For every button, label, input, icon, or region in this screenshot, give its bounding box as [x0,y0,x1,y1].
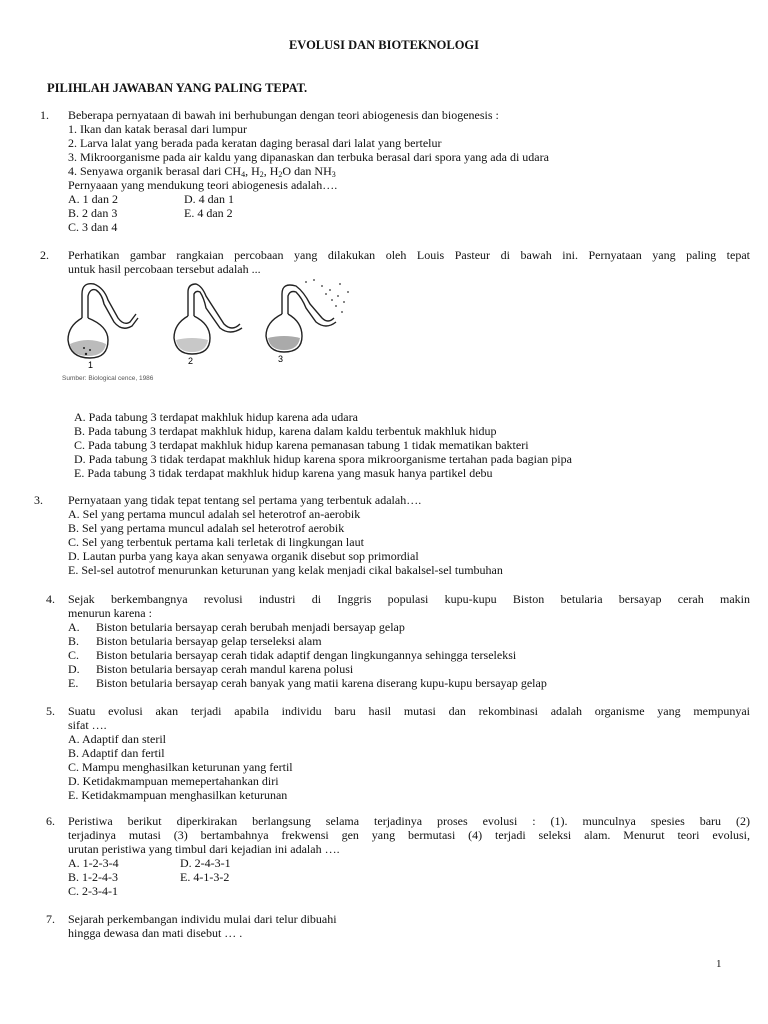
answer-option[interactable]: B. Adaptif dan fertil [68,746,165,760]
flask-label: 2 [188,356,194,366]
answer-option[interactable]: B. 2 dan 3 [68,206,118,220]
option-letter: E. [68,676,79,690]
answer-option[interactable]: C. Pada tabung 3 terdapat makhluk hidup karena pemanasan tabung 1 tidak mematikan bakteri [74,438,529,452]
question-number: 4. [46,592,55,606]
question-stem: Sejak berkembangnya revolusi industri di Inggris populasi kupu-kupu Biston betularia bersayap cerah makin [68,592,750,606]
list-item: 2. Larva lalat yang berada pada keratan daging berasal dari lalat yang bertelur [68,136,442,150]
answer-option[interactable]: D. 4 dan 1 [184,192,234,206]
answer-option[interactable]: A. Sel yang pertama muncul adalah sel heterotrof an-aerobik [68,507,361,521]
option-letter: A. [68,620,80,634]
flask-label: 3 [278,354,284,364]
answer-option[interactable]: C. 2-3-4-1 [68,884,118,898]
question-number: 2. [40,248,49,262]
option-letter: C. [68,648,80,662]
answer-option[interactable]: B. Sel yang pertama muncul adalah sel heterotrof aerobik [68,521,345,535]
answer-option[interactable]: Biston betularia bersayap cerah berubah menjadi bersayap gelap [96,620,405,634]
answer-option[interactable]: E. 4-1-3-2 [180,870,230,884]
answer-option[interactable]: D. Lautan purba yang kaya akan senyawa organik disebut sop primordial [68,549,419,563]
answer-option[interactable]: E. Sel-sel autotrof menurunkan keturunan yang kelak menjadi cikal bakalsel-sel tumbuhan [68,563,503,577]
answer-option[interactable]: D. Pada tabung 3 tidak terdapat makhluk hidup karena spora mikroorganisme tertahan pada bagian pipa [74,452,572,466]
list-item: 4. Senyawa organik berasal dari $CH_4$, $H_2$, $H_2O$ dan $NH_3$ [68,164,336,179]
question-stem: urutan peristiwa yang timbul dari kejadian ini adalah …. [68,842,340,856]
question-number: 7. [46,912,55,926]
list-item: 1. Ikan dan katak berasal dari lumpur [68,122,247,136]
answer-option[interactable]: D. 2-4-3-1 [180,856,231,870]
answer-option[interactable]: E. Pada tabung 3 tidak terdapat makhluk hidup karena yang masuk hanya partikel debu [74,466,493,480]
question-number: 5. [46,704,55,718]
list-item: 3. Mikroorganisme pada air kaldu yang dipanaskan dan terbuka berasal dari spora yang ada di udara [68,150,549,164]
question-number: 6. [46,814,55,828]
answer-option[interactable]: C. 3 dan 4 [68,220,118,234]
answer-option[interactable]: A. Pada tabung 3 terdapat makhluk hidup karena ada udara [74,410,358,424]
question-prompt: Pernyaaan yang mendukung teori abiogenesis adalah…. [68,178,338,192]
page-title: EVOLUSI DAN BIOTEKNOLOGI [288,38,480,52]
answer-option[interactable]: Biston betularia bersayap cerah banyak yang matii karena diserang kupu-kupu bersayap gelap [96,676,547,690]
question-number: 3. [34,493,43,507]
question-stem: untuk hasil percobaan tersebut adalah ... [68,262,261,276]
question-stem: Peristiwa berikut diperkirakan berlangsung selama terjadinya proses evolusi : (1). munculnya spesies baru (2) [68,814,750,828]
figure-source: Sumber: Biological cence, 1986 [62,375,154,382]
question-stem: Sejarah perkembangan individu mulai dari telur dibuahi [68,912,337,926]
question-stem: Pernyataan yang tidak tepat tentang sel pertama yang terbentuk adalah…. [68,493,422,507]
answer-option[interactable]: Biston betularia bersayap cerah tidak adaptif dengan lingkungannya sehingga terseleksi [96,648,517,662]
question-stem: terjadinya mutasi (3) bertambahnya frekwensi gen yang bermutasi (4) terjadi seleksi alam. Menurut teori evolusi, [68,828,750,842]
answer-option[interactable]: E. 4 dan 2 [184,206,233,220]
pasteur-flask-figure [60,278,360,386]
answer-option[interactable]: B. 1-2-4-3 [68,870,118,884]
question-stem: hingga dewasa dan mati disebut … . [68,926,243,940]
question-stem: Beberapa pernyataan di bawah ini berhubungan dengan teori abiogenesis dan biogenesis : [68,108,499,122]
answer-option[interactable]: A. 1-2-3-4 [68,856,119,870]
flask-label: 1 [88,360,94,370]
question-stem: Suatu evolusi akan terjadi apabila individu baru hasil mutasi dan rekombinasi adalah organisme yang mempunyai [68,704,750,718]
answer-option[interactable]: A. 1 dan 2 [68,192,118,206]
option-letter: D. [68,662,80,676]
instruction-heading: PILIHLAH JAWABAN YANG PALING TEPAT. [47,81,308,95]
answer-option[interactable]: C. Mampu menghasilkan keturunan yang fertil [68,760,293,774]
answer-option[interactable]: Biston betularia bersayap cerah mandul karena polusi [96,662,354,676]
answer-option[interactable]: Biston betularia bersayap gelap terseleksi alam [96,634,322,648]
flask-illustration [60,278,360,386]
page-number: 1 [716,958,722,970]
question-stem: sifat …. [68,718,107,732]
question-stem: menurun karena : [68,606,152,620]
question-number: 1. [40,108,49,122]
question-stem: Perhatikan gambar rangkaian percobaan yang dilakukan oleh Louis Pasteur di bawah ini. Pernyataan yang paling tepat [68,248,750,262]
answer-option[interactable]: D. Ketidakmampuan memepertahankan diri [68,774,279,788]
answer-option[interactable]: B. Pada tabung 3 terdapat makhluk hidup, karena dalam kaldu terbentuk makhluk hidup [74,424,497,438]
answer-option[interactable]: E. Ketidakmampuan menghasilkan keturunan [68,788,288,802]
answer-option[interactable]: C. Sel yang terbentuk pertama kali terletak di lingkungan laut [68,535,364,549]
option-letter: B. [68,634,80,648]
answer-option[interactable]: A. Adaptif dan steril [68,732,166,746]
